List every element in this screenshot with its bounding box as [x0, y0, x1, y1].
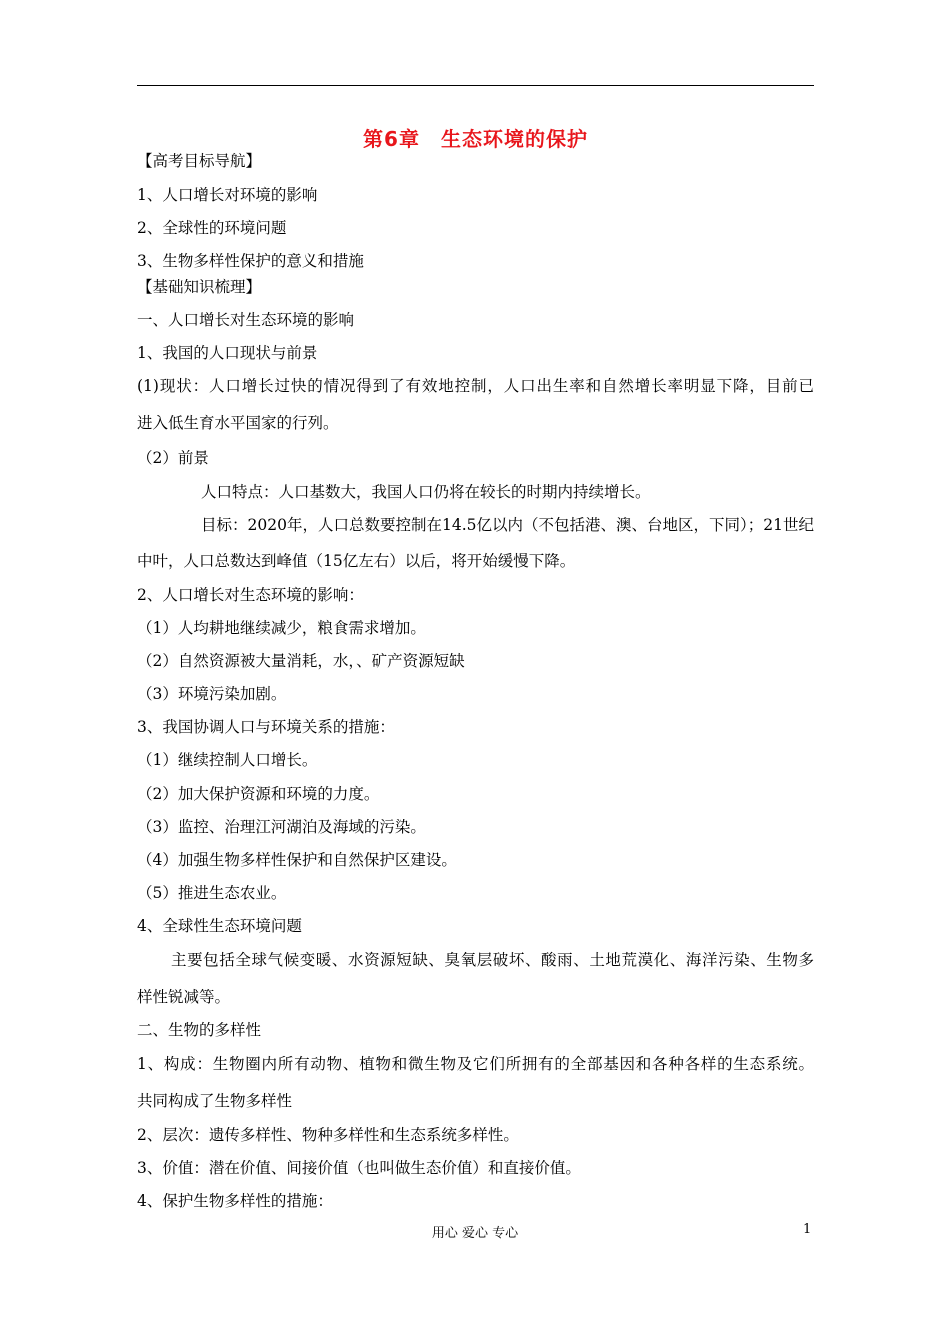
subheading: 4、保护生物多样性的措施：	[137, 1192, 333, 1210]
part-heading: 一、人口增长对生态环境的影响	[137, 311, 355, 329]
list-item: （1）人均耕地继续减少，粮食需求增加。	[137, 619, 426, 637]
list-item: （2）加大保护资源和环境的力度。	[137, 785, 380, 803]
list-item: 2、层次：遗传多样性、物种多样性和生态系统多样性。	[137, 1126, 519, 1144]
list-item: （4）加强生物多样性保护和自然保护区建设。	[137, 851, 457, 869]
header-rule	[137, 85, 814, 86]
paragraph-line: 中叶，人口总数达到峰值（15亿左右）以后，将开始缓慢下降。	[137, 552, 576, 570]
paragraph-line: 主要包括全球气候变暖、水资源短缺、臭氧层破坏、酸雨、土地荒漠化、海洋污染、生物多	[171, 951, 814, 969]
section-heading-basics: 【基础知识梳理】	[137, 278, 262, 296]
paragraph-line: 1、构成：生物圈内所有动物、植物和微生物及它们所拥有的全部基因和各种各样的生态系统。	[137, 1055, 814, 1073]
paragraph-line: 进入低生育水平国家的行列。	[137, 414, 339, 432]
list-item: （2）自然资源被大量消耗，水，、矿产资源短缺	[137, 652, 465, 670]
list-item: （3）环境污染加剧。	[137, 685, 287, 703]
paragraph-line: (1)现状：人口增长过快的情况得到了有效地控制，人口出生率和自然增长率明显下降，目前已	[137, 377, 814, 395]
paragraph-line: 人口特点：人口基数大，我国人口仍将在较长的时期内持续增长。	[201, 483, 651, 501]
goal-item: 1、人口增长对环境的影响	[137, 186, 318, 204]
subheading: （2）前景	[137, 449, 209, 467]
list-item: （1）继续控制人口增长。	[137, 751, 318, 769]
subheading: 2、人口增长对生态环境的影响：	[137, 586, 364, 604]
list-item: （5）推进生态农业。	[137, 884, 287, 902]
section-heading-goals: 【高考目标导航】	[137, 152, 262, 170]
page-number: 1	[803, 1222, 812, 1237]
subheading: 1、我国的人口现状与前景	[137, 344, 318, 362]
part-heading: 二、生物的多样性	[137, 1021, 262, 1039]
paragraph-line: 共同构成了生物多样性	[137, 1092, 293, 1110]
subheading: 3、我国协调人口与环境关系的措施：	[137, 718, 395, 736]
goal-item: 3、生物多样性保护的意义和措施	[137, 252, 364, 270]
paragraph-line: 目标：2020年，人口总数要控制在14.5亿以内（不包括港、澳、台地区，下同）；21世纪	[201, 516, 814, 534]
list-item: （3）监控、治理江河湖泊及海域的污染。	[137, 818, 426, 836]
subheading: 4、全球性生态环境问题	[137, 917, 302, 935]
goal-item: 2、全球性的环境问题	[137, 219, 287, 237]
list-item: 3、价值：潜在价值、间接价值（也叫做生态价值）和直接价值。	[137, 1159, 581, 1177]
chapter-title: 第6章 生态环境的保护	[363, 127, 588, 151]
paragraph-line: 样性锐减等。	[137, 988, 231, 1006]
footer-motto: 用心 爱心 专心	[431, 1226, 519, 1241]
